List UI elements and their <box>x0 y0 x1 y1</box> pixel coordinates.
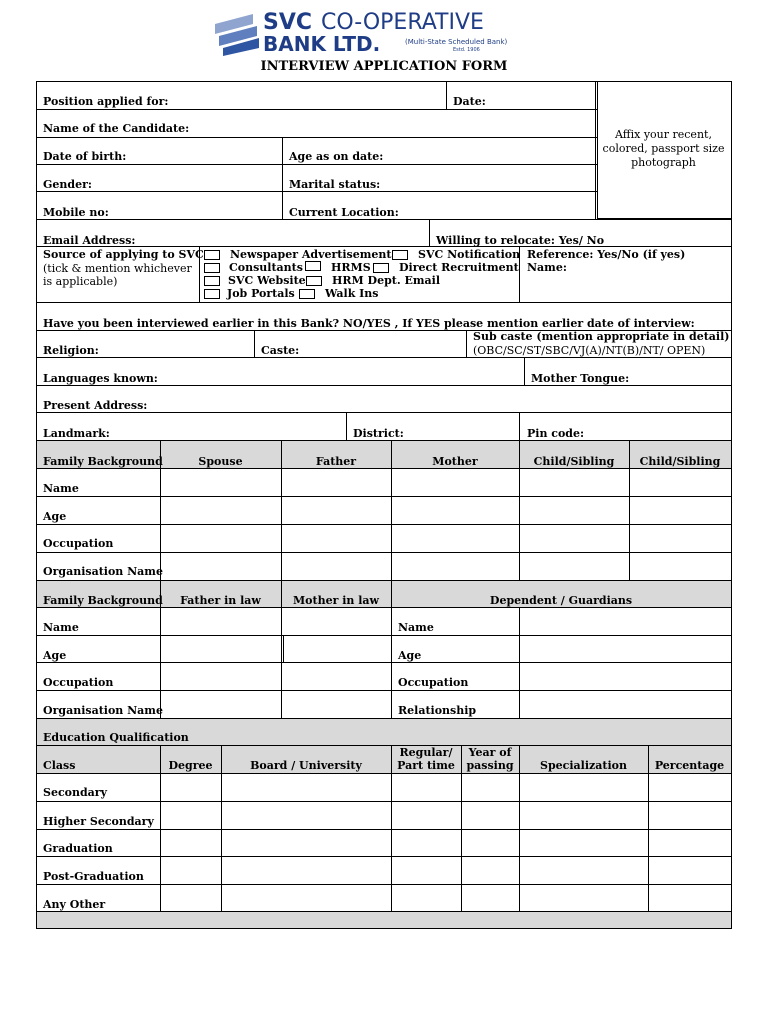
grid-line <box>36 385 732 386</box>
source-label-1: Source of applying to SVC <box>43 248 204 261</box>
mobile-label: Mobile no: <box>43 206 109 219</box>
family2-mother-in-law-cell-2[interactable] <box>282 663 390 689</box>
education-cell-r0-c0[interactable] <box>161 774 220 800</box>
religion-label: Religion: <box>43 344 99 357</box>
grid-line <box>36 302 732 303</box>
edu-header-year: Year of passing <box>466 746 514 772</box>
family1-row-organisation: Organisation Name <box>43 565 163 578</box>
family2-row-name: Name <box>43 621 79 634</box>
grid-line <box>519 412 520 441</box>
family2-header-0: Family Background <box>43 594 163 607</box>
age-label: Age as on date: <box>289 150 384 163</box>
dependent-value-cell-1[interactable] <box>520 636 730 662</box>
source-walk-ins: Walk Ins <box>325 287 379 300</box>
education-cell-r0-c1[interactable] <box>222 774 390 800</box>
dependent-value-cell-0[interactable] <box>520 608 730 634</box>
family1-cell-r1-c3[interactable] <box>520 497 629 523</box>
edu-row-higher-secondary: Higher Secondary <box>43 815 154 828</box>
education-cell-r1-c5[interactable] <box>649 802 730 828</box>
footer-bar <box>36 911 731 928</box>
grid-line <box>36 440 732 441</box>
education-cell-r2-c0[interactable] <box>161 830 220 856</box>
family2-mother-in-law-cell-0[interactable] <box>282 608 390 634</box>
education-cell-r0-c3[interactable] <box>462 774 518 800</box>
source-hrm-email: HRM Dept. Email <box>332 274 441 287</box>
education-cell-r3-c1[interactable] <box>222 857 390 883</box>
email-label: Email Address: <box>43 234 136 247</box>
dependent-value-cell-3[interactable] <box>520 691 730 717</box>
family1-row-occupation: Occupation <box>43 537 114 550</box>
source-direct-recruitment: Direct Recruitment <box>399 261 519 274</box>
education-cell-r0-c2[interactable] <box>392 774 460 800</box>
edu-header-board: Board / University <box>250 759 362 772</box>
education-cell-r4-c3[interactable] <box>462 885 518 911</box>
edu-row-graduation: Graduation <box>43 842 113 855</box>
gender-label: Gender: <box>43 178 92 191</box>
reference-label: Reference: Yes/No (if yes) <box>527 248 686 261</box>
photo-instruction: Affix your recent, colored, passport size photograph <box>602 128 725 169</box>
education-cell-r3-c4[interactable] <box>520 857 647 883</box>
present-address-label: Present Address: <box>43 399 148 412</box>
family2-father-in-law-cell-2[interactable] <box>161 663 280 689</box>
source-label-2: (tick & mention whichever <box>43 262 192 275</box>
education-cell-r1-c2[interactable] <box>392 802 460 828</box>
relocate-label: Willing to relocate: Yes/ No <box>436 234 605 247</box>
family2-header-father-in-law: Father in law <box>180 594 261 607</box>
source-svc-notification: SVC Notification <box>418 248 521 261</box>
family1-cell-r1-c0[interactable] <box>161 497 281 523</box>
family1-cell-r2-c1[interactable] <box>282 525 391 551</box>
source-job-portals: Job Portals <box>227 287 295 300</box>
education-cell-r3-c5[interactable] <box>649 857 730 883</box>
grid-line <box>36 191 597 192</box>
checkbox-newspaper[interactable] <box>204 250 220 260</box>
marital-label: Marital status: <box>289 178 381 191</box>
caste-label: Caste: <box>261 344 300 357</box>
education-cell-r1-c4[interactable] <box>520 802 647 828</box>
family2-father-in-law-cell-3[interactable] <box>161 691 280 717</box>
logo-tagline: (Multi-State Scheduled Bank) <box>405 38 508 46</box>
family1-cell-r0-c2[interactable] <box>392 469 519 495</box>
grid-line <box>36 137 597 138</box>
education-cell-r1-c3[interactable] <box>462 802 518 828</box>
education-cell-r1-c0[interactable] <box>161 802 220 828</box>
source-label-3: is applicable) <box>43 275 118 288</box>
grid-line <box>36 357 732 358</box>
education-cell-r3-c0[interactable] <box>161 857 220 883</box>
education-cell-r4-c0[interactable] <box>161 885 220 911</box>
edu-header-class: Class <box>43 759 76 772</box>
education-cell-r3-c3[interactable] <box>462 857 518 883</box>
checkbox-consultants[interactable] <box>204 263 220 273</box>
dependent-row-relationship: Relationship <box>398 704 477 717</box>
grid-line <box>282 137 283 220</box>
family1-header-child1: Child/Sibling <box>533 455 615 468</box>
dob-label: Date of birth: <box>43 150 127 163</box>
family2-header-mother-in-law: Mother in law <box>293 594 379 607</box>
reference-name-label: Name: <box>527 261 567 274</box>
family1-header-child2: Child/Sibling <box>639 455 721 468</box>
family2-row-occupation: Occupation <box>43 676 114 689</box>
interviewed-label: Have you been interviewed earlier in this Bank? NO/YES , If YES please mention earlier date of interview: <box>43 317 695 330</box>
education-title: Education Qualification <box>43 731 189 744</box>
candidate-name-label: Name of the Candidate: <box>43 122 190 135</box>
family1-header-spouse: Spouse <box>198 455 243 468</box>
dependent-value-cell-2[interactable] <box>520 663 730 689</box>
family2-header-dependent: Dependent / Guardians <box>489 594 633 607</box>
date-label: Date: <box>453 95 486 108</box>
education-cell-r3-c2[interactable] <box>392 857 460 883</box>
bank-logo <box>209 4 539 56</box>
family1-cell-r2-c0[interactable] <box>161 525 281 551</box>
family1-cell-r2-c3[interactable] <box>520 525 629 551</box>
education-cell-r4-c1[interactable] <box>222 885 390 911</box>
checkbox-svc-website[interactable] <box>204 276 220 286</box>
family1-cell-r1-c1[interactable] <box>282 497 391 523</box>
source-hrms: HRMS <box>331 261 371 274</box>
family1-header-mother: Mother <box>432 455 478 468</box>
source-consultants: Consultants <box>229 261 303 274</box>
checkbox-svc-notification[interactable] <box>392 250 408 260</box>
checkbox-hrms[interactable] <box>305 261 321 271</box>
landmark-label: Landmark: <box>43 427 110 440</box>
education-cell-r4-c5[interactable] <box>649 885 730 911</box>
family1-cell-r0-c4[interactable] <box>630 469 730 495</box>
photo-upload-box[interactable] <box>598 82 730 217</box>
education-cell-r0-c5[interactable] <box>649 774 730 800</box>
form-title: INTERVIEW APPLICATION FORM <box>260 59 508 74</box>
grid-line <box>36 745 732 746</box>
grid-line <box>524 357 525 386</box>
grid-line <box>36 580 732 581</box>
grid-line <box>36 911 732 912</box>
grid-line <box>254 330 255 358</box>
position-label: Position applied for: <box>43 95 169 108</box>
pincode-label: Pin code: <box>527 427 585 440</box>
education-cell-r2-c1[interactable] <box>222 830 390 856</box>
logo-coop-text: CO-OPERATIVE <box>321 10 484 35</box>
grid-line <box>36 928 732 929</box>
family1-cell-r0-c1[interactable] <box>282 469 391 495</box>
education-cell-r1-c1[interactable] <box>222 802 390 828</box>
edu-row-any-other: Any Other <box>43 898 106 911</box>
grid-line <box>36 109 597 110</box>
languages-label: Languages known: <box>43 372 158 385</box>
dependent-row-occupation: Occupation <box>398 676 469 689</box>
family2-father-in-law-cell-1[interactable] <box>161 636 280 662</box>
edu-header-regular: Regular/ Part time <box>397 746 455 772</box>
education-cell-r2-c4[interactable] <box>520 830 647 856</box>
family1-cell-r3-c4[interactable] <box>630 553 730 579</box>
family1-cell-r3-c1[interactable] <box>282 553 391 579</box>
grid-line <box>36 219 732 220</box>
grid-line <box>446 81 447 110</box>
grid-line <box>429 219 430 247</box>
edu-header-percentage: Percentage <box>654 759 725 772</box>
grid-line <box>36 412 732 413</box>
logo-bank-text: BANK LTD. <box>263 32 381 56</box>
education-cell-r2-c5[interactable] <box>649 830 730 856</box>
dependent-row-age: Age <box>398 649 422 662</box>
grid-line <box>595 81 596 219</box>
family2-row-organisation: Organisation Name <box>43 704 163 717</box>
family1-cell-r3-c2[interactable] <box>392 553 519 579</box>
subcaste-options: (OBC/SC/ST/SBC/VJ(A)/NT(B)/NT/ OPEN) <box>473 344 706 357</box>
family1-header-father: Father <box>315 455 357 468</box>
logo-svc-text: SVC <box>263 10 313 35</box>
checkbox-job-portals[interactable] <box>204 289 220 299</box>
education-cell-r4-c2[interactable] <box>392 885 460 911</box>
family2-father-in-law-cell-0[interactable] <box>161 608 280 634</box>
checkbox-direct-recruitment[interactable] <box>373 263 389 273</box>
source-svc-website: SVC Website <box>228 274 306 287</box>
education-cell-r2-c3[interactable] <box>462 830 518 856</box>
edu-header-specialization: Specialization <box>540 759 627 772</box>
mother-tongue-label: Mother Tongue: <box>531 372 630 385</box>
grid-line <box>36 718 732 719</box>
family1-header-0: Family Background <box>43 455 163 468</box>
family1-cell-r1-c2[interactable] <box>392 497 519 523</box>
logo-mark-icon <box>213 6 261 56</box>
source-newspaper: Newspaper Advertisement <box>230 248 392 261</box>
family1-row-age: Age <box>43 510 67 523</box>
grid-line <box>36 246 732 247</box>
family1-cell-r3-c3[interactable] <box>520 553 629 579</box>
grid-line <box>466 330 467 358</box>
family1-cell-r2-c4[interactable] <box>630 525 730 551</box>
family1-cell-r3-c0[interactable] <box>161 553 281 579</box>
location-label: Current Location: <box>289 206 399 219</box>
education-cell-r4-c4[interactable] <box>520 885 647 911</box>
family2-mother-in-law-cell-1[interactable] <box>282 636 390 662</box>
family1-cell-r0-c0[interactable] <box>161 469 281 495</box>
dependent-row-name: Name <box>398 621 434 634</box>
family2-mother-in-law-cell-3[interactable] <box>282 691 390 717</box>
checkbox-hrm-email[interactable] <box>306 276 322 286</box>
logo-since: Estd. 1906 <box>453 47 480 53</box>
family2-row-age: Age <box>43 649 67 662</box>
checkbox-walk-ins[interactable] <box>299 289 315 299</box>
education-cell-r0-c4[interactable] <box>520 774 647 800</box>
edu-row-secondary: Secondary <box>43 786 107 799</box>
family1-row-name: Name <box>43 482 79 495</box>
family1-cell-r0-c3[interactable] <box>520 469 629 495</box>
family1-cell-r1-c4[interactable] <box>630 497 730 523</box>
subcaste-label: Sub caste (mention appropriate in detail) <box>473 330 730 343</box>
grid-line <box>36 164 597 165</box>
edu-row-post-graduation: Post-Graduation <box>43 870 144 883</box>
district-label: District: <box>353 427 404 440</box>
grid-line <box>346 412 347 441</box>
family1-cell-r2-c2[interactable] <box>392 525 519 551</box>
edu-header-degree: Degree <box>168 759 213 772</box>
education-cell-r2-c2[interactable] <box>392 830 460 856</box>
